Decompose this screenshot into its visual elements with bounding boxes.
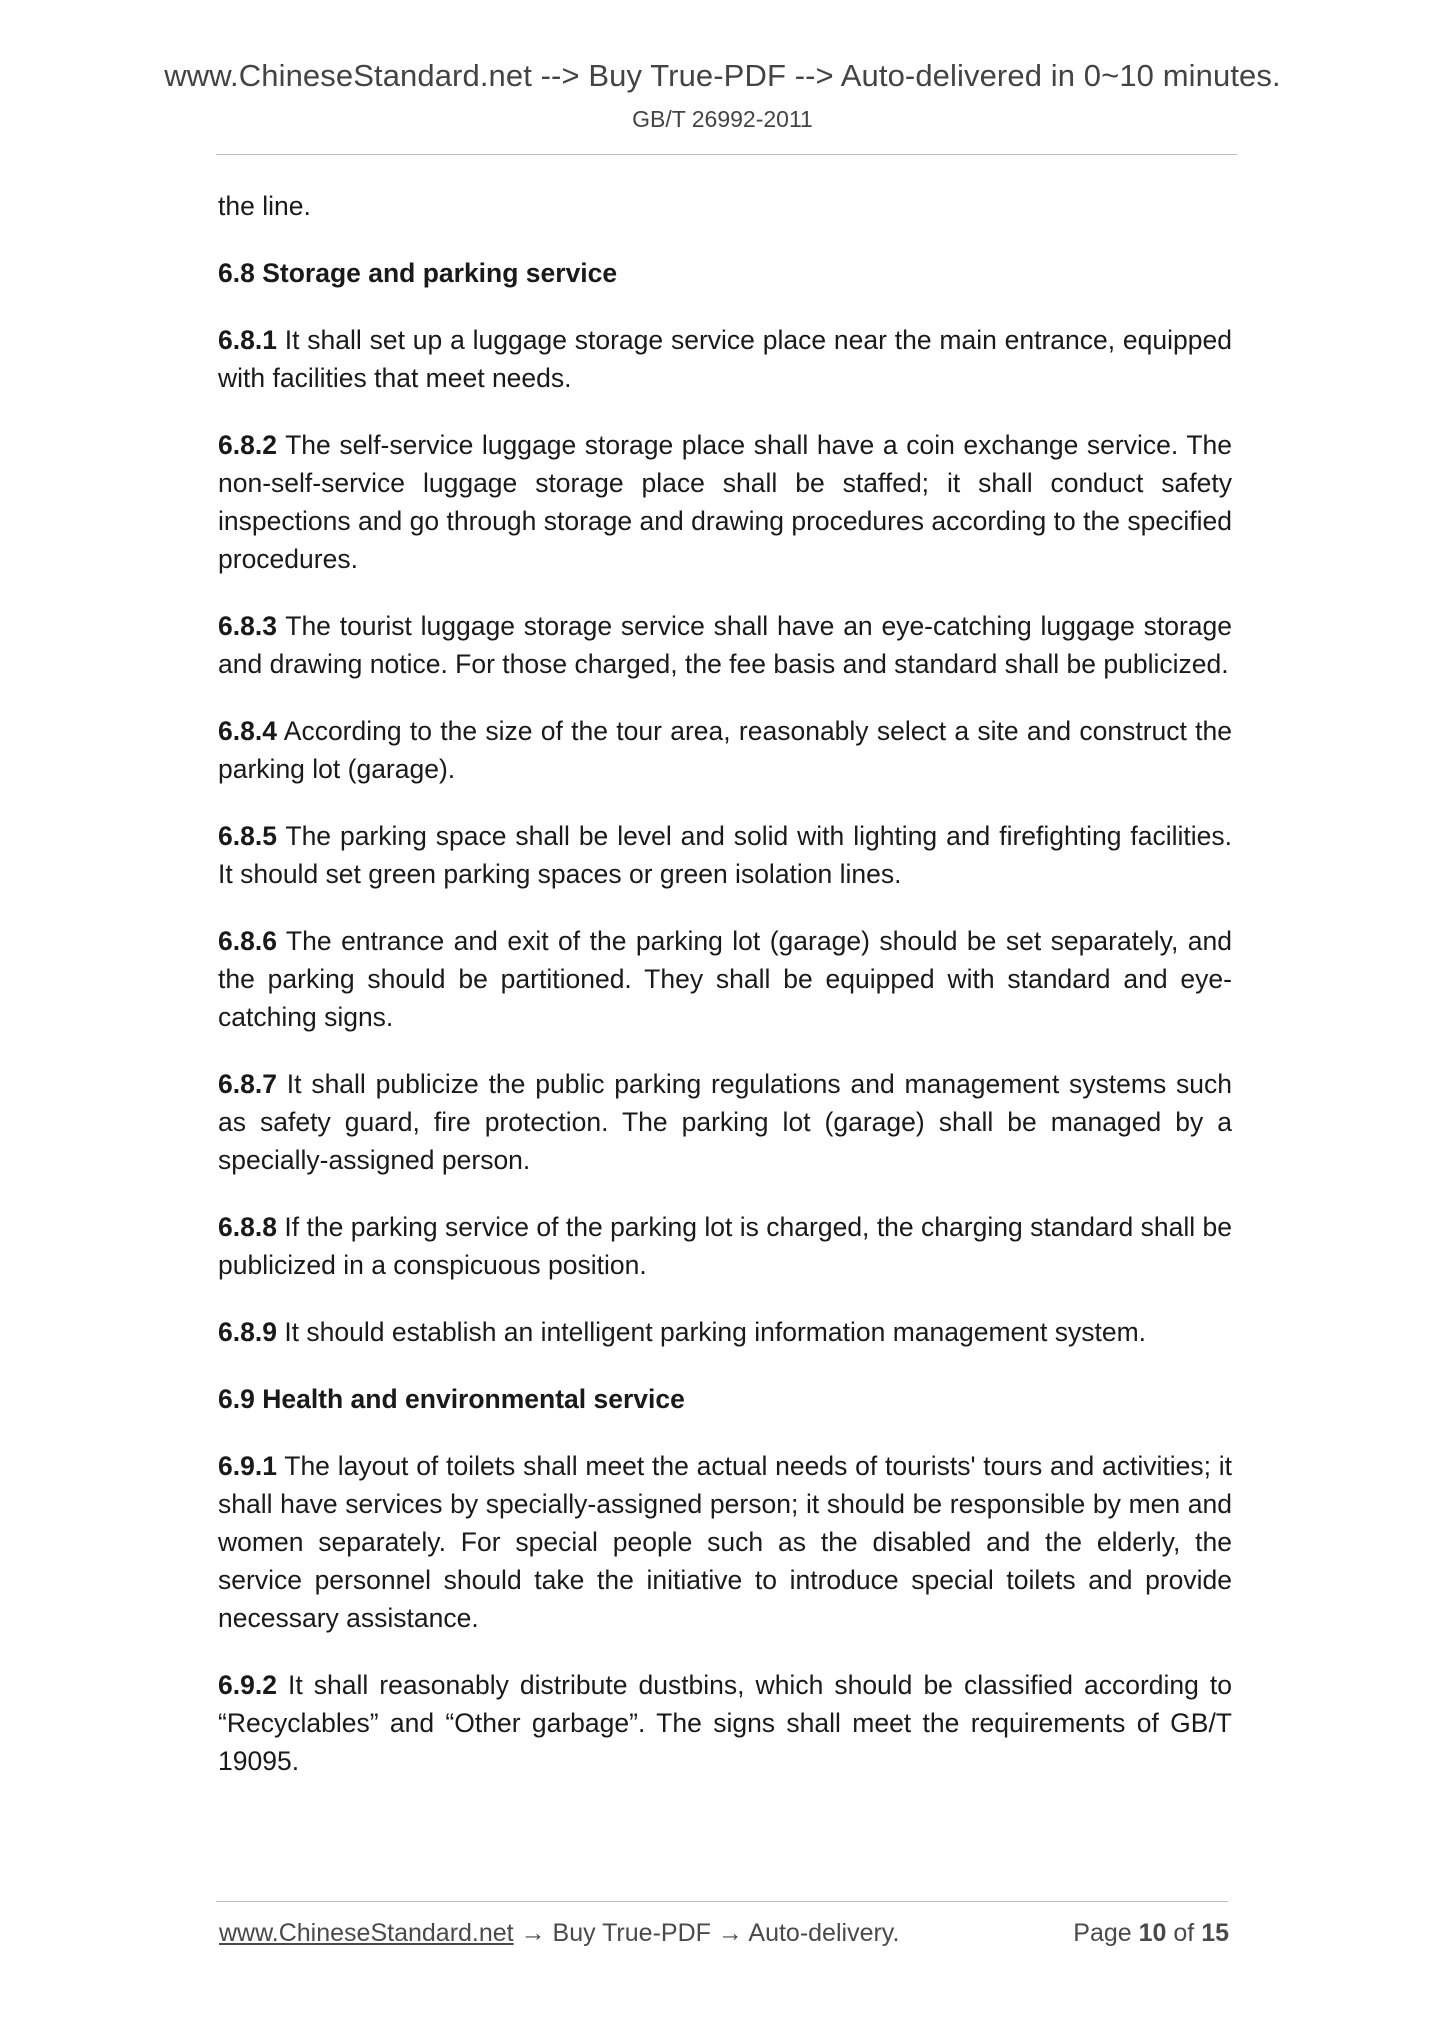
clause-6-8-3 xyxy=(218,607,1232,683)
clause-number: 6.9.2 xyxy=(218,1670,277,1700)
clause-6-8-4 xyxy=(218,712,1232,788)
clause-6-8-5 xyxy=(218,817,1232,893)
clause-6-9-1 xyxy=(218,1447,1232,1637)
clause-number: 6.8.1 xyxy=(218,325,277,355)
section-heading-6-9: 6.9 Health and environmental service xyxy=(218,1384,685,1414)
clause-number: 6.8.5 xyxy=(218,821,277,851)
section-heading-6-8: 6.8 Storage and parking service xyxy=(218,258,618,288)
clause-text: It shall publicize the public parking regulations and management systems such as safety guard, fire protection. The parking lot (garage) shall be managed by a specially-assigned person. xyxy=(218,1069,1232,1175)
page-indicator xyxy=(1073,1919,1229,1948)
page-label: Page xyxy=(1073,1919,1139,1947)
clause-number: 6.8.6 xyxy=(218,926,277,956)
clause-number: 6.8.3 xyxy=(218,611,277,641)
page-total: 15 xyxy=(1201,1919,1229,1947)
footer-tagline: → Buy True-PDF → Auto-delivery. xyxy=(513,1919,900,1947)
clause-6-8-2 xyxy=(218,426,1232,578)
clause-number: 6.8.4 xyxy=(218,716,277,746)
clause-6-8-1 xyxy=(218,321,1232,397)
page-footer xyxy=(219,1919,1229,1948)
clause-6-8-8 xyxy=(218,1208,1232,1284)
footer-site-link[interactable]: www.ChineseStandard.net xyxy=(219,1919,514,1947)
clause-text: The tourist luggage storage service shall have an eye-catching luggage storage and drawing notice. For those charged, the fee basis and standard shall be publicized. xyxy=(218,611,1232,679)
clause-text: According to the size of the tour area, reasonably select a site and construct the parking lot (garage). xyxy=(218,716,1232,784)
continuation-text: the line. xyxy=(218,191,311,221)
header-doc-id: GB/T 26992-2011 xyxy=(632,106,813,132)
clause-number: 6.8.8 xyxy=(218,1212,277,1242)
clause-number: 6.8.7 xyxy=(218,1069,277,1099)
clause-6-8-7 xyxy=(218,1065,1232,1179)
clause-text: The self-service luggage storage place shall have a coin exchange service. The non-self-service luggage storage place shall be staffed; it shall conduct safety inspections and go through storage and drawing procedures according to the specified procedures. xyxy=(218,430,1232,574)
footer-divider xyxy=(216,1901,1228,1902)
clause-number: 6.8.2 xyxy=(218,430,277,460)
clause-6-9-2 xyxy=(218,1666,1232,1780)
header-divider xyxy=(216,154,1237,155)
page-number: 10 xyxy=(1138,1919,1167,1947)
clause-number: 6.8.9 xyxy=(218,1317,277,1347)
clause-text: It shall reasonably distribute dustbins, which should be classified according to “Recyclables” and “Other garbage”. The signs shall meet the requirements of GB/T 19095. xyxy=(218,1670,1232,1776)
clause-6-8-9 xyxy=(218,1313,1232,1351)
clause-text: The entrance and exit of the parking lot (garage) should be set separately, and the parking should be partitioned. They shall be equipped with standard and eye-catching signs. xyxy=(218,926,1232,1032)
clause-text: If the parking service of the parking lot is charged, the charging standard shall be publicized in a conspicuous position. xyxy=(218,1212,1232,1280)
clause-number: 6.9.1 xyxy=(218,1451,277,1481)
page-body xyxy=(218,187,1232,1809)
header-promo[interactable]: www.ChineseStandard.net --> Buy True-PDF --> Auto-delivered in 0~10 minutes. xyxy=(164,58,1281,93)
clause-text: It shall set up a luggage storage service place near the main entrance, equipped with facilities that meet needs. xyxy=(218,325,1232,393)
clause-text: The layout of toilets shall meet the actual needs of tourists' tours and activities; it shall have services by specially-assigned person; it should be responsible by men and women separately. For special people such as the disabled and the elderly, the service personnel should take the initiative to introduce special toilets and provide necessary assistance. xyxy=(218,1451,1232,1633)
clause-text: It should establish an intelligent parking information management system. xyxy=(276,1317,1147,1347)
clause-6-8-6 xyxy=(218,922,1232,1036)
of-label: of xyxy=(1166,1919,1202,1947)
clause-text: The parking space shall be level and solid with lighting and firefighting facilities. It should set green parking spaces or green isolation lines. xyxy=(218,821,1232,889)
